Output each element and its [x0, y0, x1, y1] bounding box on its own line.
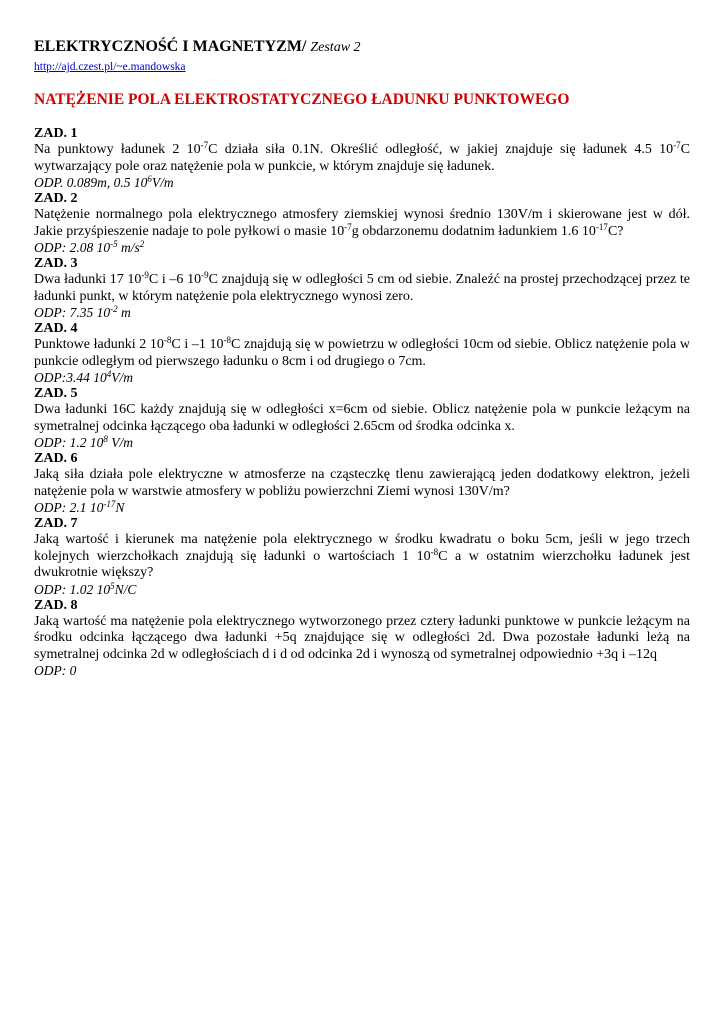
exponent: -8 — [223, 335, 232, 345]
text-run: Jaką siła działa pole elektryczne w atmosferze na cząsteczkę tlenu zawierającą jeden dodatkowy elektron, jeżeli natężenie pola w warstwie atmosfery w pobliżu powierzchni Ziemi wynosi 130V/m? — [34, 467, 690, 499]
problem-text — [34, 467, 690, 500]
exponent: -9 — [141, 270, 149, 280]
exponent: 4 — [106, 369, 112, 379]
problem-item — [34, 386, 690, 451]
problem-label: ZAD. 5 — [34, 386, 78, 401]
problem-list — [34, 126, 690, 679]
author-url-link[interactable]: http://ajd.czest.pl/~e.mandowska — [34, 61, 186, 73]
exponent: -7 — [200, 140, 209, 150]
problem-text — [34, 142, 690, 175]
problem-label: ZAD. 6 — [34, 451, 78, 466]
text-run: ODP: 2.08 10 — [34, 240, 111, 255]
text-run: g obdarzonemu dodatnim ładunkiem 1.6 10 — [351, 223, 596, 239]
text-run: Natężenie normalnego pola elektrycznego atmosfery ziemskiej wynosi średnio 130V/m i skierowane jest w dół. Jakie przyśpieszenie nadaje to pole pyłkowi o masie 10 — [34, 207, 690, 239]
exponent: -2 — [110, 304, 118, 314]
text-run: Punktowe ładunki 2 10 — [34, 337, 164, 352]
text-run: V/m — [151, 175, 174, 190]
problem-item — [34, 598, 690, 680]
exponent: -7 — [344, 221, 352, 232]
text-run: Dwa ładunki 17 10 — [34, 272, 142, 287]
text-run: ODP. 0.089m, 0.5 10 — [34, 175, 148, 190]
text-run: N/C — [114, 581, 137, 597]
problem-label: ZAD. 8 — [34, 597, 78, 613]
problem-item — [34, 321, 690, 386]
text-run: V/m — [111, 370, 133, 385]
problem-answer — [34, 305, 690, 321]
text-run: C znajdują się w powietrzu w odległości 10cm od siebie. Oblicz natężenie pola w punkcie odległym od pierwszego ładunku o 8cm i od drugiego o 7cm. — [34, 337, 690, 369]
text-run: m — [117, 305, 131, 320]
exponent: 5 — [110, 580, 115, 591]
text-run: ODP: 2.1 10 — [34, 500, 104, 515]
text-run: ODP: 1.02 10 — [34, 581, 111, 597]
exponent: -7 — [673, 140, 681, 150]
text-run: Na punktowy ładunek 2 10 — [34, 142, 201, 157]
problem-text — [34, 532, 690, 582]
document-title: ELEKTRYCZNOŚĆ I MAGNETYZM/ — [34, 38, 307, 55]
problem-item — [34, 191, 690, 256]
text-run: ODP: 1.2 10 — [34, 435, 104, 450]
exponent: 6 — [147, 174, 152, 184]
problem-item — [34, 516, 690, 598]
problem-item — [34, 256, 690, 321]
text-run: Dwa ładunki 16C każdy znajdują się w odległości x=6cm od siebie. Oblicz natężenie pola w punkcie leżącym na symetralnej odcinka łączącego oba ładunki w odległości 2.65cm od środka odcinka x. — [34, 402, 690, 434]
text-run: Jaką wartość ma natężenie pola elektrycznego wytworzonego przez cztery ładunki punktowe w punkcie leżącym na środku odcinka łączącego dwa ładunki +5q znajdujące się w odległości 2d. Dwa pozostałe ładunki leżą na symetralnej odcinka 2d w odległościach d i d od odcinka 2d i wynoszą od symetralnej odpowiednio +3q i –12q — [34, 613, 690, 662]
problem-label: ZAD. 2 — [34, 191, 78, 206]
document-subtitle: Zestaw 2 — [310, 40, 361, 55]
problem-label: ZAD. 1 — [34, 126, 78, 141]
exponent: 2 — [139, 239, 145, 249]
problem-text — [34, 207, 690, 240]
problem-answer — [34, 500, 690, 516]
text-run: C? — [607, 223, 624, 239]
problem-item — [34, 126, 690, 191]
problem-text — [34, 272, 690, 305]
text-run: C i –6 10 — [148, 272, 202, 287]
text-run: C wytwarzający pole oraz natężenie pola w punkcie, w którym znajduje się ładunek. — [34, 142, 690, 174]
text-run: C działa siła 0.1N. Określić odległość, w jakiej znajduje się ładunek 4.5 10 — [208, 142, 674, 157]
problem-answer — [34, 175, 690, 191]
problem-label: ZAD. 4 — [34, 321, 78, 336]
problem-answer — [34, 582, 690, 598]
problem-answer — [34, 370, 690, 386]
text-run: m/s — [117, 240, 140, 255]
problem-answer — [34, 435, 690, 451]
problem-text — [34, 402, 690, 435]
exponent: -17 — [103, 499, 116, 509]
problem-answer — [34, 240, 690, 256]
exponent: -17 — [595, 221, 608, 232]
text-run: C znajdują się w odległości 5 cm od siebie. Znaleźć na prostej przechodzącej przez te ładunki punkt, w którym natężenie pola elektrycznego wynosi zero. — [34, 272, 690, 304]
text-run: Jaką wartość i kierunek ma natężenie pola elektrycznego w środku kwadratu o boku 5cm, jeśli w jego trzech kolejnych wierzchołkach znajdują się ładunki o wartościach 1 10 — [34, 532, 690, 564]
text-run: ODP: 0 — [34, 663, 77, 678]
problem-item — [34, 451, 690, 516]
exponent: -9 — [201, 270, 209, 280]
problem-answer — [34, 663, 690, 679]
exponent: -8 — [430, 546, 439, 557]
problem-text — [34, 614, 690, 664]
exponent: -5 — [110, 239, 118, 249]
problem-label: ZAD. 3 — [34, 256, 78, 271]
problem-label: ZAD. 7 — [34, 516, 78, 531]
section-title: NATĘŻENIE POLA ELEKTROSTATYCZNEGO ŁADUNKU PUNKTOWEGO — [34, 91, 570, 108]
text-run: C i –1 10 — [171, 337, 224, 352]
problem-text — [34, 337, 690, 370]
exponent: 8 — [103, 434, 108, 444]
document-content — [34, 38, 690, 679]
document-header — [34, 38, 690, 57]
text-run: V/m — [107, 435, 133, 450]
text-run: N — [115, 500, 125, 515]
text-run: ODP: 7.35 10 — [34, 305, 111, 320]
text-run: C a w ostatnim wierzchołku ładunek jest dwukrotnie większy? — [34, 548, 690, 580]
text-run: ODP:3.44 10 — [34, 370, 107, 385]
exponent: -8 — [163, 335, 172, 345]
